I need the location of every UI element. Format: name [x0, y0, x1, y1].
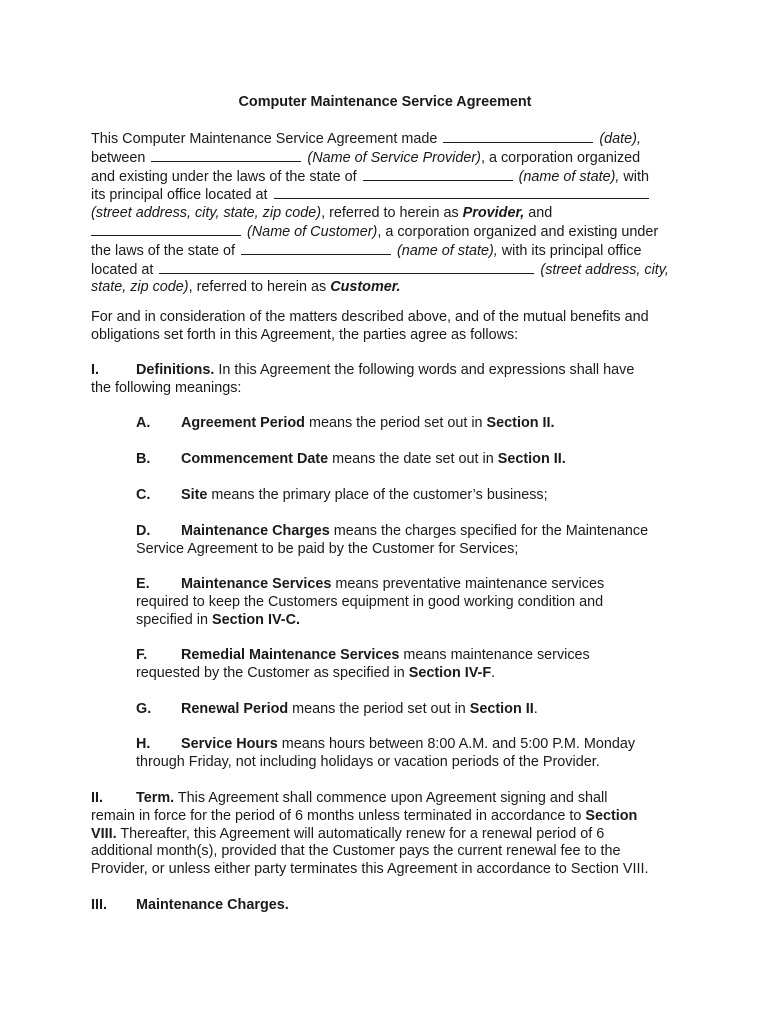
definition-f: F. Remedial Maintenance Services means maintenance services requested by the Customer as specified in Section IV-F. [136, 647, 590, 681]
consideration-paragraph: For and in consideration of the matters described above, and of the mutual benefits and obligations set forth in this Agreement, the parties agree as follows: [91, 309, 649, 343]
definition-h: H. Service Hours means hours between 8:00 A.M. and 5:00 P.M. Monday through Friday, not including holidays or vacation periods of the Provider. [136, 736, 636, 770]
section-2-term: II. Term. This Agreement shall commence upon Agreement signing and shall remain in force for the period of 6 months unless terminated in accordance to Section VIII. Thereafter, this Agreement will automatically renew for a renewal period of 6 additional month(s), provided that the Customer pays the current renewal fee to the Provider, or unless either party terminates this Agreement in accordance to Section VIII. [91, 790, 649, 878]
definition-b: B. Commencement Date means the date set out in Section II. [136, 451, 566, 467]
document-title: Computer Maintenance Service Agreement [238, 94, 532, 110]
customer-name-blank[interactable] [91, 223, 241, 236]
date-blank[interactable] [443, 130, 593, 143]
definition-e: E. Maintenance Services means preventative maintenance services required to keep the Customers equipment in good working condition and specified in Section IV-C. [136, 576, 605, 628]
definition-g: G. Renewal Period means the period set out in Section II. [136, 701, 538, 717]
address-blank-1[interactable] [274, 186, 649, 199]
definition-c: C. Site means the primary place of the customer’s business; [136, 487, 548, 503]
state-blank-1[interactable] [363, 168, 513, 181]
state-blank-2[interactable] [241, 242, 391, 255]
provider-name-blank[interactable] [151, 149, 301, 162]
address-blank-2[interactable] [159, 261, 534, 274]
definition-a: A. Agreement Period means the period set out in Section II. [136, 415, 555, 431]
intro-paragraph: This Computer Maintenance Service Agreement made (date), between (Name of Service Provider), a corporation organized and existing under the laws of the state of (name of state), with its principal office located at (street address, city, state, zip code), referred to herein as Provider, and (Name of Customer), a corporation organized and existing under the laws of the state of (name of state), with its principal office located at (street address, city, state, zip code), referred to herein as Customer. [91, 131, 669, 296]
section-1-definitions: I. Definitions. In this Agreement the following words and expressions shall have the following meanings: [91, 362, 635, 396]
definition-d: D. Maintenance Charges means the charges specified for the Maintenance Service Agreement to be paid by the Customer for Services; [136, 523, 649, 557]
section-3-maintenance-charges: III. Maintenance Charges. [91, 897, 289, 913]
